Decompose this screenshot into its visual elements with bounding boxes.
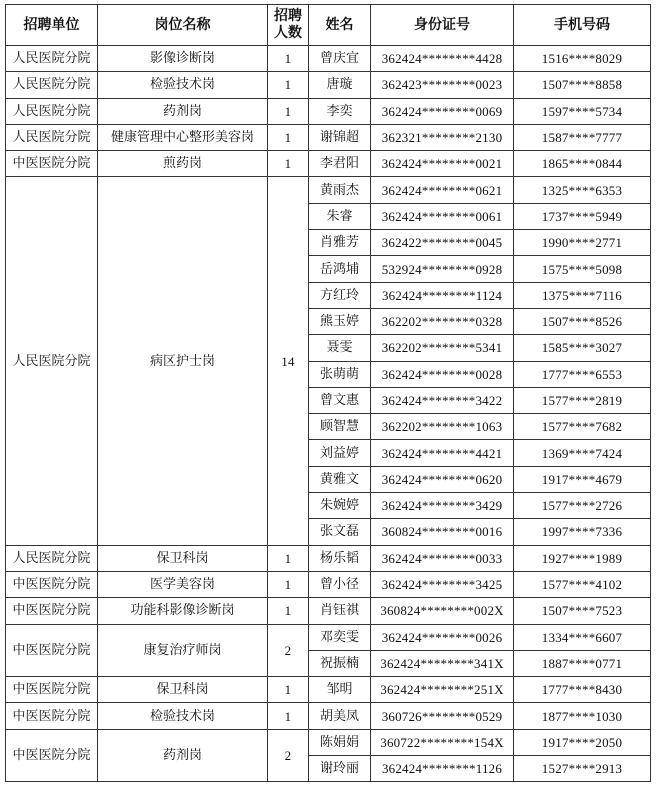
phone-cell: 1527****2913: [514, 756, 651, 782]
phone-cell: 1587****7777: [514, 124, 651, 150]
phone-cell: 1597****5734: [514, 98, 651, 124]
table-row: [6, 598, 651, 624]
post-cell: 影像诊断岗: [98, 46, 268, 72]
count-cell: 1: [268, 124, 309, 150]
table-row: [6, 46, 651, 72]
phone-cell: 1334****6607: [514, 624, 651, 650]
phone-cell: 1777****6553: [514, 361, 651, 387]
unit-cell: 人民医院分院: [6, 46, 98, 72]
name-cell: 陈娟娟: [309, 729, 371, 755]
name-cell: 顾智慧: [309, 414, 371, 440]
phone-cell: 1577****2726: [514, 493, 651, 519]
post-cell: 检验技术岗: [98, 703, 268, 729]
phone-cell: 1375****7116: [514, 282, 651, 308]
unit-cell: 人民医院分院: [6, 177, 98, 545]
name-cell: 唐璇: [309, 72, 371, 98]
count-cell: 1: [268, 151, 309, 177]
id-cell: 362424********0069: [371, 98, 514, 124]
id-cell: 362424********1124: [371, 282, 514, 308]
id-cell: 362424********3422: [371, 387, 514, 413]
name-cell: 张文磊: [309, 519, 371, 545]
name-cell: 杨乐韬: [309, 545, 371, 571]
name-cell: 方红玲: [309, 282, 371, 308]
id-cell: 362424********0061: [371, 203, 514, 229]
count-cell: 2: [268, 729, 309, 782]
id-cell: 362424********0621: [371, 177, 514, 203]
header-count-label: 招聘人数: [274, 8, 302, 41]
name-cell: 岳鸿埔: [309, 256, 371, 282]
unit-cell: 人民医院分院: [6, 545, 98, 571]
name-cell: 黄雨杰: [309, 177, 371, 203]
unit-cell: 人民医院分院: [6, 124, 98, 150]
phone-cell: 1585****3027: [514, 335, 651, 361]
post-cell: 健康管理中心整形美容岗: [98, 124, 268, 150]
name-cell: 李奕: [309, 98, 371, 124]
post-cell: 保卫科岗: [98, 545, 268, 571]
header-unit: 招聘单位: [6, 5, 98, 46]
id-cell: 362321********2130: [371, 124, 514, 150]
post-cell: 煎药岗: [98, 151, 268, 177]
post-cell: 药剂岗: [98, 729, 268, 782]
post-cell: 病区护士岗: [98, 177, 268, 545]
phone-cell: 1577****2819: [514, 387, 651, 413]
id-cell: 362422********0045: [371, 230, 514, 256]
name-cell: 朱睿: [309, 203, 371, 229]
name-cell: 刘益婷: [309, 440, 371, 466]
unit-cell: 中医医院分院: [6, 151, 98, 177]
count-cell: 1: [268, 72, 309, 98]
phone-cell: 1516****8029: [514, 46, 651, 72]
id-cell: 362424********0033: [371, 545, 514, 571]
count-cell: 1: [268, 677, 309, 703]
id-cell: 362202********1063: [371, 414, 514, 440]
count-cell: 1: [268, 98, 309, 124]
id-cell: 362424********4421: [371, 440, 514, 466]
name-cell: 肖钰祺: [309, 598, 371, 624]
id-cell: 362424********4428: [371, 46, 514, 72]
count-cell: 1: [268, 46, 309, 72]
id-cell: 360726********0529: [371, 703, 514, 729]
phone-cell: 1575****5098: [514, 256, 651, 282]
post-cell: 药剂岗: [98, 98, 268, 124]
id-cell: 362424********341X: [371, 650, 514, 676]
name-cell: 曾小径: [309, 571, 371, 597]
table-row: [6, 624, 651, 650]
id-cell: 362423********0023: [371, 72, 514, 98]
phone-cell: 1997****7336: [514, 519, 651, 545]
id-cell: 360722********154X: [371, 729, 514, 755]
id-cell: 362202********5341: [371, 335, 514, 361]
table-row: [6, 72, 651, 98]
phone-cell: 1507****7523: [514, 598, 651, 624]
phone-cell: 1737****5949: [514, 203, 651, 229]
table-row: [6, 124, 651, 150]
unit-cell: 中医医院分院: [6, 624, 98, 677]
count-cell: 1: [268, 571, 309, 597]
phone-cell: 1917****4679: [514, 466, 651, 492]
table-header: [6, 5, 651, 46]
unit-cell: 中医医院分院: [6, 598, 98, 624]
id-cell: 532924********0928: [371, 256, 514, 282]
table-row: [6, 571, 651, 597]
name-cell: 邓奕雯: [309, 624, 371, 650]
count-cell: 1: [268, 545, 309, 571]
count-cell: 2: [268, 624, 309, 677]
name-cell: 张萌萌: [309, 361, 371, 387]
name-cell: 祝振楠: [309, 650, 371, 676]
id-cell: 362424********3429: [371, 493, 514, 519]
post-cell: 医学美容岗: [98, 571, 268, 597]
recruitment-table: [5, 4, 651, 782]
phone-cell: 1917****2050: [514, 729, 651, 755]
name-cell: 熊玉婷: [309, 308, 371, 334]
post-cell: 功能科影像诊断岗: [98, 598, 268, 624]
header-id: 身份证号: [371, 5, 514, 46]
name-cell: 谢锦超: [309, 124, 371, 150]
recruitment-table-container: [5, 4, 651, 782]
table-row: [6, 98, 651, 124]
name-cell: 李君阳: [309, 151, 371, 177]
phone-cell: 1877****1030: [514, 703, 651, 729]
phone-cell: 1865****0844: [514, 151, 651, 177]
id-cell: 362424********0026: [371, 624, 514, 650]
count-cell: 14: [268, 177, 309, 545]
id-cell: 362202********0328: [371, 308, 514, 334]
name-cell: 聂雯: [309, 335, 371, 361]
phone-cell: 1577****7682: [514, 414, 651, 440]
phone-cell: 1777****8430: [514, 677, 651, 703]
id-cell: 362424********0021: [371, 151, 514, 177]
unit-cell: 人民医院分院: [6, 72, 98, 98]
post-cell: 检验技术岗: [98, 72, 268, 98]
header-phone: 手机号码: [514, 5, 651, 46]
name-cell: 谢玲丽: [309, 756, 371, 782]
id-cell: 362424********0028: [371, 361, 514, 387]
post-cell: 保卫科岗: [98, 677, 268, 703]
table-row: [6, 729, 651, 755]
count-cell: 1: [268, 703, 309, 729]
id-cell: 362424********1126: [371, 756, 514, 782]
name-cell: 朱婉婷: [309, 493, 371, 519]
unit-cell: 中医医院分院: [6, 571, 98, 597]
phone-cell: 1325****6353: [514, 177, 651, 203]
id-cell: 362424********3425: [371, 571, 514, 597]
table-row: [6, 545, 651, 571]
name-cell: 曾庆宜: [309, 46, 371, 72]
table-row: [6, 177, 651, 203]
name-cell: 胡美凤: [309, 703, 371, 729]
table-body: [6, 46, 651, 782]
unit-cell: 人民医院分院: [6, 98, 98, 124]
phone-cell: 1507****8526: [514, 308, 651, 334]
phone-cell: 1507****8858: [514, 72, 651, 98]
header-row: [6, 5, 651, 46]
table-row: [6, 151, 651, 177]
table-row: [6, 703, 651, 729]
phone-cell: 1990****2771: [514, 230, 651, 256]
phone-cell: 1577****4102: [514, 571, 651, 597]
name-cell: 肖雅芳: [309, 230, 371, 256]
table-row: [6, 677, 651, 703]
header-post: 岗位名称: [98, 5, 268, 46]
name-cell: 黄雅文: [309, 466, 371, 492]
count-cell: 1: [268, 598, 309, 624]
post-cell: 康复治疗师岗: [98, 624, 268, 677]
unit-cell: 中医医院分院: [6, 677, 98, 703]
id-cell: 362424********251X: [371, 677, 514, 703]
id-cell: 360824********0016: [371, 519, 514, 545]
id-cell: 362424********0620: [371, 466, 514, 492]
header-count: [268, 5, 309, 46]
unit-cell: 中医医院分院: [6, 703, 98, 729]
header-name: 姓名: [309, 5, 371, 46]
phone-cell: 1369****7424: [514, 440, 651, 466]
phone-cell: 1887****0771: [514, 650, 651, 676]
id-cell: 360824********002X: [371, 598, 514, 624]
unit-cell: 中医医院分院: [6, 729, 98, 782]
name-cell: 邹明: [309, 677, 371, 703]
phone-cell: 1927****1989: [514, 545, 651, 571]
name-cell: 曾文惠: [309, 387, 371, 413]
